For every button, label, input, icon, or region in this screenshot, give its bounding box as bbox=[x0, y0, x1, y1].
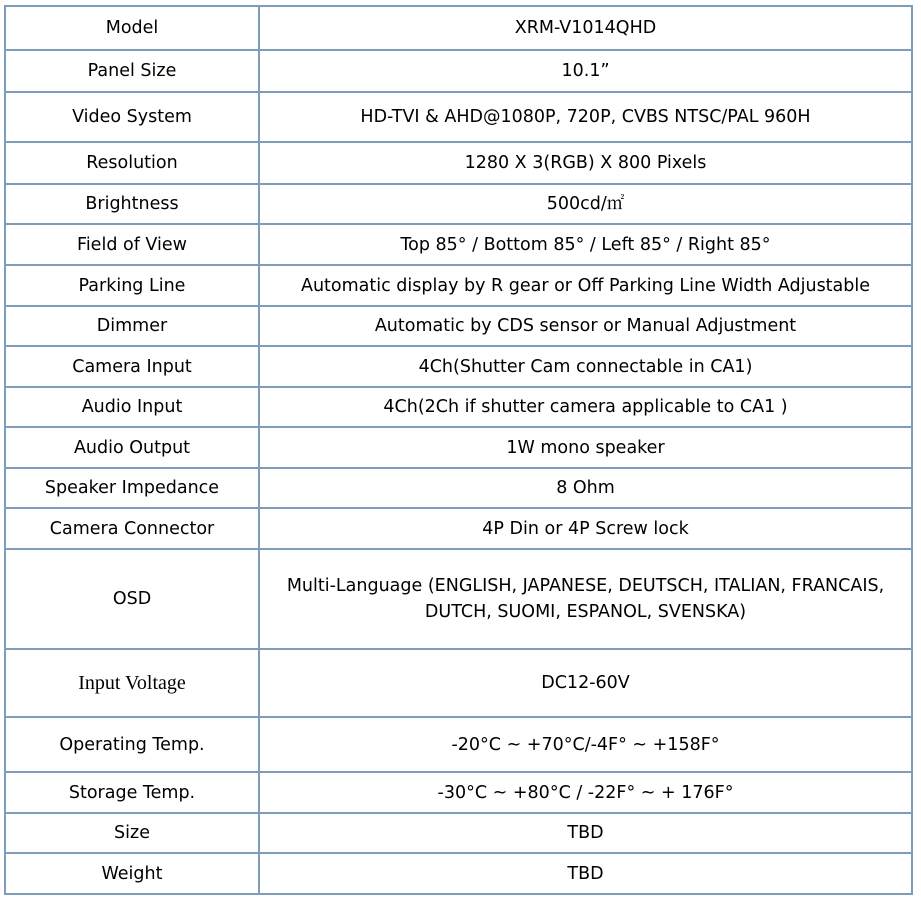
table-row bbox=[5, 427, 912, 468]
table-row bbox=[5, 649, 912, 717]
spec-value: XRM-V1014QHD bbox=[259, 6, 912, 50]
spec-value: 500cd/㎡ bbox=[259, 184, 912, 224]
table-row bbox=[5, 549, 912, 649]
spec-value: Automatic by CDS sensor or Manual Adjustment bbox=[259, 306, 912, 346]
spec-value: 10.1” bbox=[259, 50, 912, 92]
table-row bbox=[5, 813, 912, 853]
table-row bbox=[5, 346, 912, 387]
spec-value: HD-TVI & AHD@1080P, 720P, CVBS NTSC/PAL 960H bbox=[259, 92, 912, 142]
spec-label: Speaker Impedance bbox=[5, 468, 259, 508]
spec-label: Input Voltage bbox=[5, 649, 259, 717]
spec-label: Audio Input bbox=[5, 387, 259, 427]
spec-label: Size bbox=[5, 813, 259, 853]
spec-label: Dimmer bbox=[5, 306, 259, 346]
spec-label: Audio Output bbox=[5, 427, 259, 468]
spec-value: -30°C ~ +80°C / -22F° ~ + 176F° bbox=[259, 772, 912, 813]
spec-label: Parking Line bbox=[5, 265, 259, 306]
spec-label: Video System bbox=[5, 92, 259, 142]
table-row bbox=[5, 508, 912, 549]
table-row bbox=[5, 468, 912, 508]
spec-value: Automatic display by R gear or Off Parking Line Width Adjustable bbox=[259, 265, 912, 306]
table-row bbox=[5, 387, 912, 427]
spec-label: Weight bbox=[5, 853, 259, 894]
table-row bbox=[5, 50, 912, 92]
spec-label: OSD bbox=[5, 549, 259, 649]
spec-label: Panel Size bbox=[5, 50, 259, 92]
spec-label: Model bbox=[5, 6, 259, 50]
table-row bbox=[5, 772, 912, 813]
spec-table bbox=[4, 5, 913, 895]
spec-label: Resolution bbox=[5, 142, 259, 184]
spec-value: 4Ch(2Ch if shutter camera applicable to CA1 ) bbox=[259, 387, 912, 427]
table-row bbox=[5, 142, 912, 184]
spec-label: Field of View bbox=[5, 224, 259, 265]
spec-label: Camera Input bbox=[5, 346, 259, 387]
spec-value: -20°C ~ +70°C/-4F° ~ +158F° bbox=[259, 717, 912, 772]
spec-value bbox=[259, 549, 912, 649]
table-row bbox=[5, 306, 912, 346]
table-row bbox=[5, 184, 912, 224]
spec-value: 8 Ohm bbox=[259, 468, 912, 508]
spec-label: Camera Connector bbox=[5, 508, 259, 549]
spec-label: Brightness bbox=[5, 184, 259, 224]
spec-value: 1280 X 3(RGB) X 800 Pixels bbox=[259, 142, 912, 184]
spec-value: DC12-60V bbox=[259, 649, 912, 717]
spec-value: 4Ch(Shutter Cam connectable in CA1) bbox=[259, 346, 912, 387]
table-row bbox=[5, 717, 912, 772]
spec-label: Storage Temp. bbox=[5, 772, 259, 813]
osd-line-1: Multi-Language (ENGLISH, JAPANESE, DEUTSCH, ITALIAN, FRANCAIS, bbox=[286, 576, 885, 596]
spec-value: TBD bbox=[259, 813, 912, 853]
table-row bbox=[5, 265, 912, 306]
osd-line-2: DUTCH, SUOMI, ESPANOL, SVENSKA) bbox=[424, 602, 747, 622]
table-row bbox=[5, 853, 912, 894]
spec-value: 1W mono speaker bbox=[259, 427, 912, 468]
spec-value: TBD bbox=[259, 853, 912, 894]
table-row bbox=[5, 92, 912, 142]
spec-label: Operating Temp. bbox=[5, 717, 259, 772]
table-row bbox=[5, 6, 912, 50]
spec-value: Top 85° / Bottom 85° / Left 85° / Right 85° bbox=[259, 224, 912, 265]
spec-value: 4P Din or 4P Screw lock bbox=[259, 508, 912, 549]
table-row bbox=[5, 224, 912, 265]
